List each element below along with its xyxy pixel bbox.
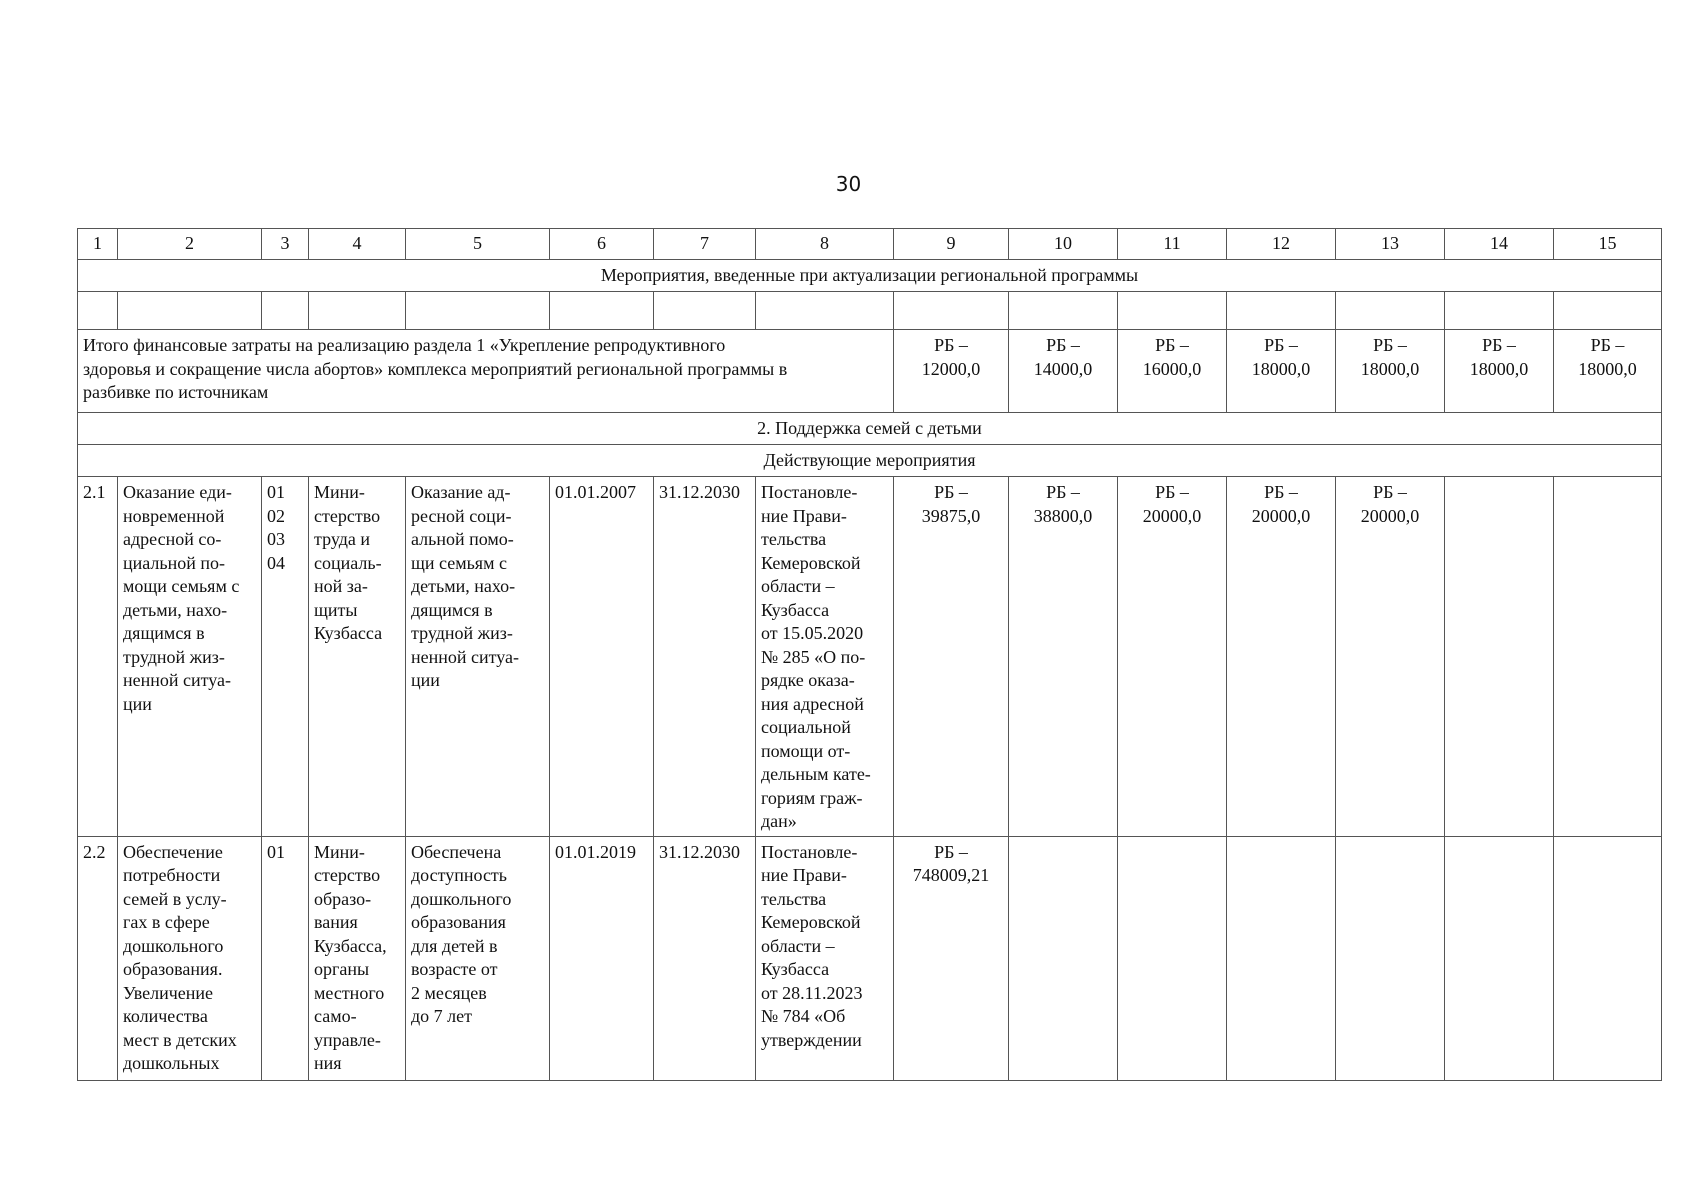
total-value: РБ – 16000,0 [1118,330,1227,413]
measure-codes: 01 [262,836,309,1080]
empty-cell [309,292,406,330]
column-number: 12 [1227,229,1336,260]
column-number: 5 [406,229,550,260]
column-number: 10 [1009,229,1118,260]
funding-cell [1227,836,1336,1080]
empty-cell [1118,292,1227,330]
empty-cell [894,292,1009,330]
column-number: 9 [894,229,1009,260]
page-number: 30 [835,172,862,196]
start-date: 01.01.2019 [550,836,654,1080]
column-number: 3 [262,229,309,260]
funding-cell: РБ – 20000,0 [1118,477,1227,837]
column-number: 4 [309,229,406,260]
funding-cell [1554,477,1662,837]
total-value: РБ – 18000,0 [1554,330,1662,413]
empty-cell [1227,292,1336,330]
funding-cell [1445,477,1554,837]
empty-cell [550,292,654,330]
total-value: РБ – 18000,0 [1336,330,1445,413]
column-number-row [78,229,1662,260]
funding-cell: РБ – 748009,21 [894,836,1009,1080]
section-row-new-measures [78,260,1662,292]
empty-cell [78,292,118,330]
measure-name: Обеспечение потребности семей в услу- гах в сфере дошкольного образования. Увеличение количества мест в детских дошкольных [118,836,262,1080]
empty-cell [1554,292,1662,330]
measure-name: Оказание еди- новременной адресной со- циальной по- мощи семьям с детьми, нахо- дящимся в трудной жиз- ненной ситуа- ции [118,477,262,837]
end-date: 31.12.2030 [654,477,756,837]
measure-result: Обеспечена доступность дошкольного образования для детей в возрасте от 2 месяцев до 7 лет [406,836,550,1080]
measure-executor: Мини- стерство образо- вания Кузбасса, органы местного само- управле- ния [309,836,406,1080]
table-row [78,477,1662,837]
empty-cell [118,292,262,330]
funding-cell [1336,836,1445,1080]
row-number: 2.1 [78,477,118,837]
total-value: РБ – 18000,0 [1445,330,1554,413]
empty-cell [1336,292,1445,330]
section-heading: 2. Поддержка семей с детьми [78,413,1662,445]
column-number: 2 [118,229,262,260]
program-table [77,228,1662,1081]
start-date: 01.01.2007 [550,477,654,837]
measure-codes: 01 02 03 04 [262,477,309,837]
funding-cell [1554,836,1662,1080]
total-value: РБ – 18000,0 [1227,330,1336,413]
empty-cell [406,292,550,330]
end-date: 31.12.2030 [654,836,756,1080]
funding-cell: РБ – 39875,0 [894,477,1009,837]
empty-row [78,292,1662,330]
total-label: Итого финансовые затраты на реализацию раздела 1 «Укрепление репродуктивного здоровья и сокращение числа абортов» комплекса мероприятий региональной программы в разбивке по источникам [78,330,894,413]
funding-cell: РБ – 38800,0 [1009,477,1118,837]
column-number: 14 [1445,229,1554,260]
legal-basis: Постановле- ние Прави- тельства Кемеровской области – Кузбасса от 28.11.2023 № 784 «Об утверждении [756,836,894,1080]
funding-cell: РБ – 20000,0 [1227,477,1336,837]
column-number: 1 [78,229,118,260]
column-number: 15 [1554,229,1662,260]
empty-cell [654,292,756,330]
empty-cell [1009,292,1118,330]
funding-cell: РБ – 20000,0 [1336,477,1445,837]
column-number: 11 [1118,229,1227,260]
funding-cell [1009,836,1118,1080]
table-row [78,836,1662,1080]
measure-executor: Мини- стерство труда и социаль- ной за- щиты Кузбасса [309,477,406,837]
total-value: РБ – 12000,0 [894,330,1009,413]
total-value: РБ – 14000,0 [1009,330,1118,413]
empty-cell [262,292,309,330]
section-row-family-support [78,413,1662,445]
total-row [78,330,1662,413]
subsection-heading: Действующие мероприятия [78,445,1662,477]
column-number: 13 [1336,229,1445,260]
funding-cell [1445,836,1554,1080]
row-number: 2.2 [78,836,118,1080]
subsection-row-current [78,445,1662,477]
measure-result: Оказание ад- ресной соци- альной помо- щи семьям с детьми, нахо- дящимся в трудной жиз- ненной ситуа- ции [406,477,550,837]
legal-basis: Постановле- ние Прави- тельства Кемеровской области – Кузбасса от 15.05.2020 № 285 «О по- рядке оказа- ния адресной социальной помощи от- дельным кате- гориям граж- дан» [756,477,894,837]
column-number: 6 [550,229,654,260]
funding-cell [1118,836,1227,1080]
column-number: 7 [654,229,756,260]
empty-cell [1445,292,1554,330]
section-heading: Мероприятия, введенные при актуализации региональной программы [78,260,1662,292]
empty-cell [756,292,894,330]
column-number: 8 [756,229,894,260]
